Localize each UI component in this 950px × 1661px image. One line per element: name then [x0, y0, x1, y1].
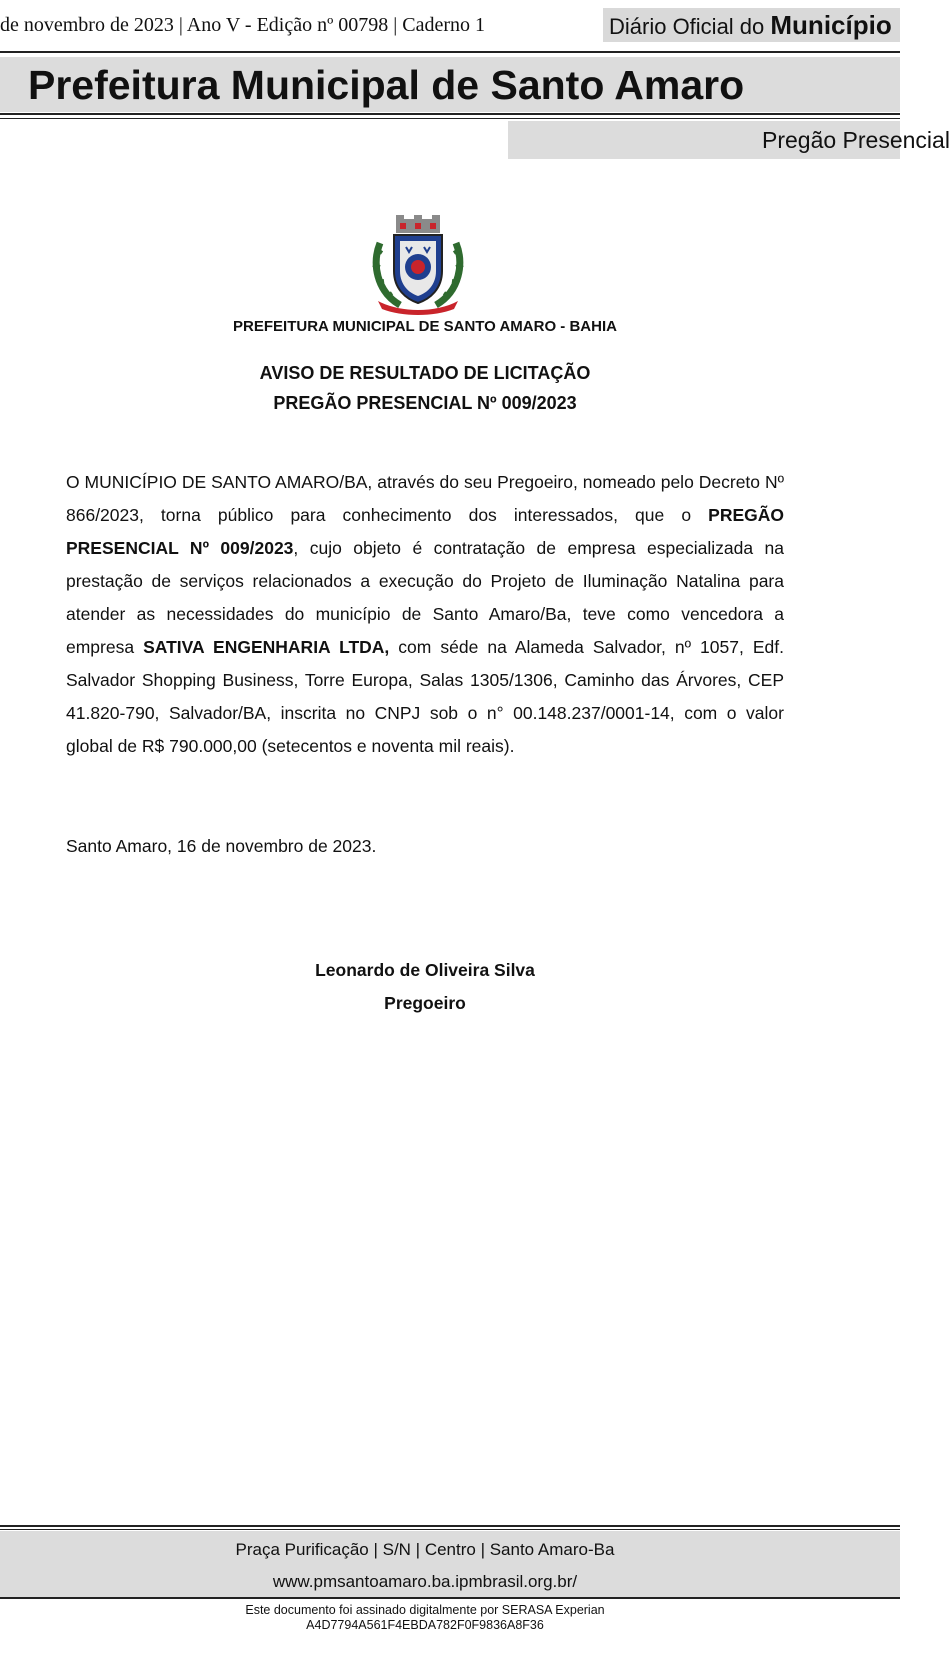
body-bold-company: SATIVA ENGENHARIA LTDA, [143, 637, 390, 657]
notice-title-line-2: PREGÃO PRESENCIAL Nº 009/2023 [273, 393, 577, 413]
edition-line: de novembro de 2023 | Ano V - Edição nº 00798 | Caderno 1 [0, 14, 486, 36]
notice-body [66, 466, 784, 763]
title-rule-top [0, 113, 900, 115]
body-text-2: , cujo objeto é contratação de empresa especializada na prestação de serviços relacionados a execução do Projeto de Iluminação Natalina para atender as necessidades do município de Santo Amaro/Ba, teve como vencedora a empresa [66, 538, 784, 657]
footer-rule-top [0, 1525, 900, 1527]
footer-website-link[interactable]: www.pmsantoamaro.ba.ipmbrasil.org.br/ [272, 1572, 578, 1591]
section-tab [508, 121, 950, 159]
notice-title-line-1: AVISO DE RESULTADO DE LICITAÇÃO [259, 363, 591, 383]
footer-rule-inner [0, 1529, 900, 1530]
signature-hash: A4D7794A561F4EBDA782F0F9836A8F36 [306, 1618, 544, 1632]
body-bold-procurement: PREGÃO PRESENCIAL Nº 009/2023 [66, 505, 784, 558]
gazette-name-light: Diário Oficial do [609, 14, 771, 39]
footer-rule-bottom [0, 1597, 900, 1599]
municipal-crest-icon [370, 213, 466, 317]
header-rule [0, 51, 900, 53]
signer-name: Leonardo de Oliveira Silva [315, 960, 535, 980]
signer-role: Pregoeiro [384, 993, 466, 1013]
gazette-name-bold: Município [770, 10, 892, 40]
gazette-name [603, 8, 900, 42]
issuing-organization: PREFEITURA MUNICIPAL DE SANTO AMARO - BAHIA [233, 318, 617, 335]
title-rule-bottom [0, 118, 900, 119]
notice-title [0, 358, 850, 418]
footer-address: Praça Purificação | S/N | Centro | Santo Amaro-Ba [235, 1540, 615, 1559]
notice-date: Santo Amaro, 16 de novembro de 2023. [66, 836, 377, 856]
digital-signature-note: Este documento foi assinado digitalmente por SERASA Experian [245, 1603, 605, 1617]
body-text-3: com séde na Alameda Salvador, nº 1057, Edf. Salvador Shopping Business, Torre Europa, Salas 1305/1306, Caminho das Árvores, CEP 41.820-790, Salvador/BA, inscrita no CNPJ sob o n° 00.148.237/0001-14, com o valor global de R$ 790.000,00 (setecentos e noventa mil reais). [66, 637, 784, 756]
title-band [0, 57, 900, 112]
page-title: Prefeitura Municipal de Santo Amaro [28, 62, 745, 108]
body-text-1: O MUNICÍPIO DE SANTO AMARO/BA, através do seu Pregoeiro, nomeado pelo Decreto Nº 866/2023, torna público para conhecimento dos interessados, que o [66, 472, 784, 525]
section-label: Pregão Presencial [762, 127, 950, 153]
